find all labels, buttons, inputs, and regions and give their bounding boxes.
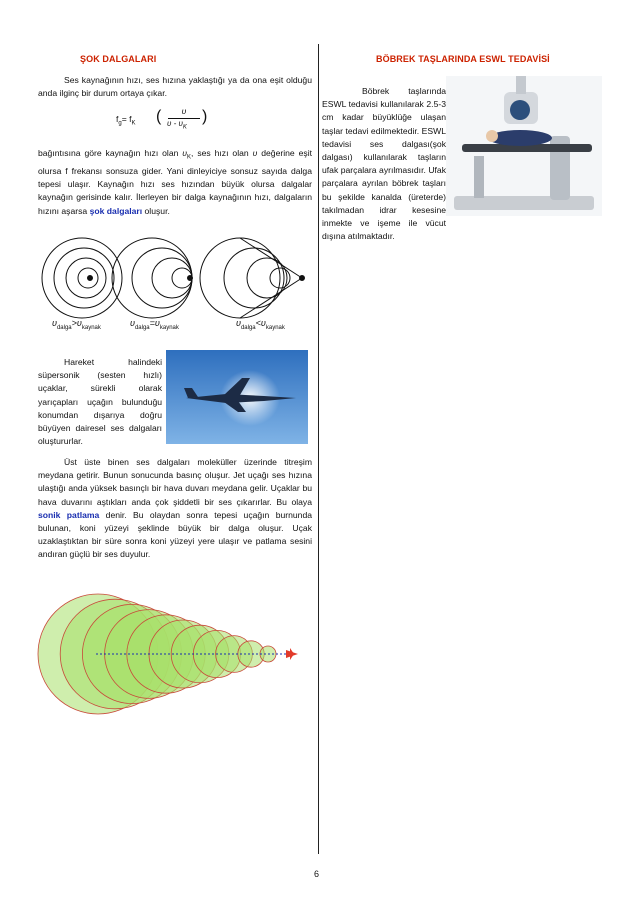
formula-open-paren: ( xyxy=(156,108,162,125)
formula-close-paren: ) xyxy=(202,108,208,125)
intro-paragraph: Ses kaynağının hızı, ses hızına yaklaştığı ya da ona eşit olduğu anda ilginç bir durum ortaya çıkar. xyxy=(38,75,312,99)
formula-numerator: υ xyxy=(181,106,187,116)
formula-denominator: υ - $\upsilon_K$ xyxy=(167,119,187,131)
shock-paragraph: bağıntısına göre kaynağın hızı olan $\upsilon_K$, ses hızı olan υ değerine eşit olursa f frekansı sonsuza gider. Yani dinleyiciye sonsuz sayıda dalga tepesi ulaşır. Kaynağın hızı ses hızından büyük olursa dalgalar kaynağın gerisinde kalır. İlerleyen bir dalga kaynağının hızı, dalgaların hızını aşarsa şok dalgaları oluşur. xyxy=(38,148,312,216)
formula-eq: = f xyxy=(121,114,132,124)
right-section-title: BÖBREK TAŞLARINDA ESWL TEDAVİSİ xyxy=(376,54,550,64)
shock-waves-highlight: şok dalgaları xyxy=(89,205,143,216)
page-number: 6 xyxy=(314,869,320,879)
column-divider xyxy=(318,44,319,854)
left-section-title: ŞOK DALGALARI xyxy=(80,54,157,64)
formula-eq-sub: K xyxy=(131,120,136,127)
caption-supersonic: $\upsilon_{dalga}<\upsilon_{kaynak}$ xyxy=(236,318,285,331)
sonic-boom-paragraph: Üst üste binen ses dalgaları moleküller üzerinde titreşim meydana getirir. Bunun sonucunda basınç oluşur. Jet uçağı ses hızına ulaştığı anda yüksek basınçlı bir hava duvarı meydana gelir. Uçaklar bu hava duvarını aştıkları anda çok şiddetli bir ses çıkarırlar. Bu olaya sonik patlama denir. Bu olaydan sonra tepesi uçağın burnunda bulunan, koni yüzeyi şeklinde büyük bir dalga oluşur. Uçak uzaklaştıktan bir süre sonra koni yüzeyi yere ulaşır ve patlama sesini andıran güçlü bir ses duyulur. xyxy=(38,457,313,560)
caption-sonic: $\upsilon_{dalga}=\upsilon_{kaynak}$ xyxy=(130,318,179,331)
wavefront-diagrams xyxy=(34,234,324,324)
wavefront-supersonic xyxy=(200,238,305,318)
eswl-text: Böbrek taşlarında ESWL tedavisi kullanılarak 2.5-3 cm kadar büyüklüğe ulaşan taşlar tedavi edilmektedir. ESWL tedavisi ses dalgası(şok dalgası) kullanılarak taşların ufak parçalara ayrılmasıdır. Ufak parçalara ayrılan böbrek taşları bu şekilde kanalda (üreterde) takılmadan idrar kesesine inmekte ve işeme ile vücut dışına atılmaktadır. xyxy=(322,86,446,242)
wavefront-sonic xyxy=(112,238,193,318)
doppler-formula xyxy=(116,106,236,136)
jet-photo xyxy=(166,350,308,444)
caption-subsonic: $\upsilon_{dalga}>\upsilon_{kaynak}$ xyxy=(52,318,101,331)
eswl-device-photo xyxy=(446,76,602,216)
sonic-boom-highlight: sonik patlama xyxy=(38,509,100,520)
shock-cone-diagram xyxy=(36,590,310,720)
formula-lhs-sub: g xyxy=(118,120,122,127)
wavefront-subsonic xyxy=(42,238,122,318)
supersonic-paragraph: Hareket halindeki süpersonik (sesten hızlı) uçaklar, sürekli olarak yarıçapları uçağın bulunduğu konumdan dışarıya doğru büyüyen dairesel ses dalgaları oluştururlar. xyxy=(38,357,162,447)
transducer-icon xyxy=(510,100,530,120)
formula-lhs: f xyxy=(116,114,119,124)
